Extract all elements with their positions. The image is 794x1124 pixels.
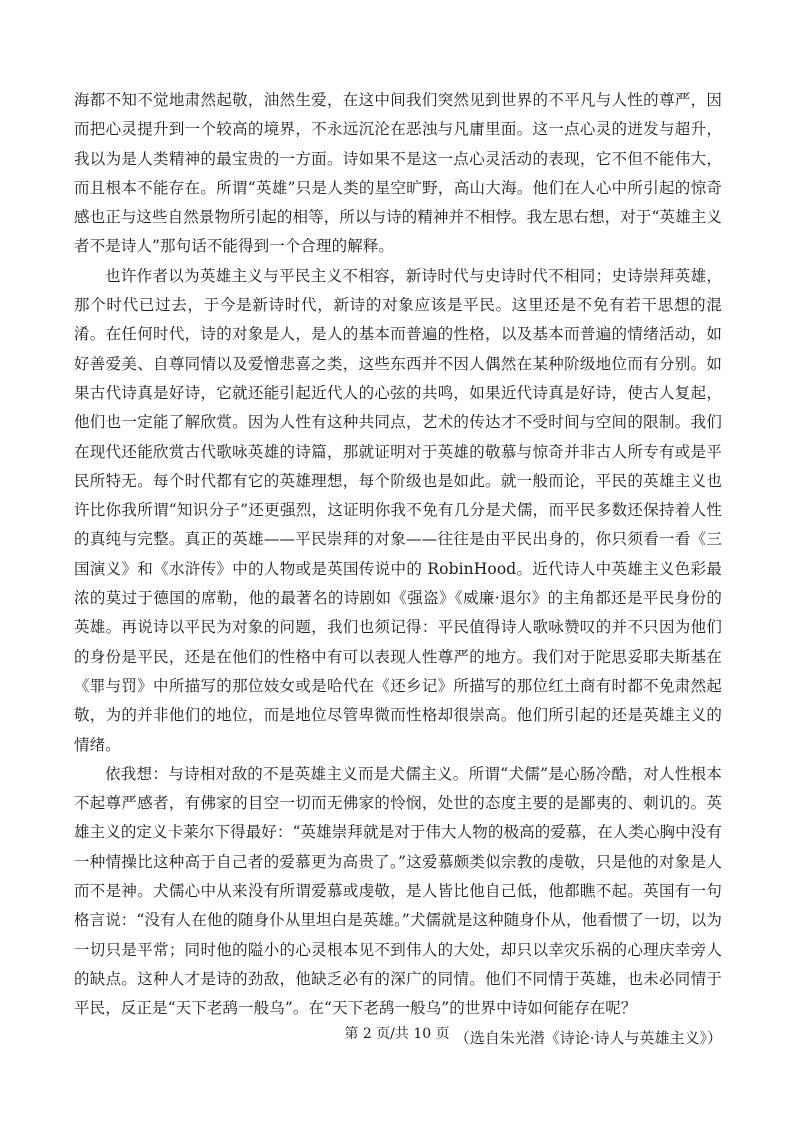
source-citation: （选自朱光潜《诗论·诗人与英雄主义》） (454, 1028, 722, 1047)
paragraph-3: 依我想：与诗相对敌的不是英雄主义而是犬儒主义。所谓“犬儒”是心肠冷酷，对人性根本不起尊严感者，有佛家的目空一切而无佛家的怜悯，处世的态度主要的是鄙夷的、刺讥的。英雄主义的定义卡莱尔下得最好：“英雄崇拜就是对于伟大人物的极高的爱慕，在人类心胸中没有一种情操比这种高于自己者的爱慕更为高贵了。”这爱慕颇类似宗教的虔敬，只是他的对象是人而不是神。犬儒心中从来没有所谓爱慕或虔敬，是人皆比他自己低，他都瞧不起。英国有一句格言说：“没有人在他的随身仆从里坦白是英雄。”犬儒就是这种随身仆从，他看惯了一切，以为一切只是平常；同时他的隘小的心灵根本见不到伟人的大处，却只以幸灾乐祸的心理庆幸旁人的缺点。这种人才是诗的劲敌，他缺乏必有的深广的同情。他们不同情于英雄，也未必同情于平民，反正是“天下老鸹一般乌”。在“天下老鸹一般乌”的世界中诗如何能存在呢？ (74, 764, 722, 1018)
page-number-footer: 第 2 页/共 10 页 (344, 1026, 450, 1042)
paragraph-1: 海都不知不觉地肃然起敬，油然生爱，在这中间我们突然见到世界的不平凡与人性的尊严，因而把心灵提升到一个较高的境界，不永远沉沦在恶浊与凡庸里面。这一点心灵的迸发与超升，我以为是人类精神的最宝贵的一方面。诗如果不是这一点心灵活动的表现，它不但不能伟大，而且根本不能存在。所谓“英雄”只是人类的星空旷野，高山大海。他们在人心中所引起的惊奇感也正与这些自然景物所引起的相等，所以与诗的精神并不相悖。我左思右想，对于“英雄主义者不是诗人”那句话不能得到一个合理的解释。 (74, 91, 722, 256)
paragraph-2: 也许作者以为英雄主义与平民主义不相容，新诗时代与史诗时代不相同；史诗崇拜英雄，那个时代已过去，于今是新诗时代，新诗的对象应该是平民。这里还是不免有若干思想的混淆。在任何时代，诗的对象是人，是人的基本而普遍的性格，以及基本而普遍的情绪活动，如好善爱美、自尊同情以及爱憎悲喜之类，这些东西并不因人偶然在某种阶级地位而有分别。如果古代诗真是好诗，它就还能引起近代人的心弦的共鸣，如果近代诗真是好诗，使古人复起，他们也一定能了解欣赏。因为人性有这种共同点，艺术的传达才不受时间与空间的限制。我们在现代还能欣赏古代歌咏英雄的诗篇，那就证明对于英雄的敬慕与惊奇并非古人所专有或是平民所特无。每个时代都有它的英雄理想，每个阶级也是如此。就一般而论，平民的英雄主义也许比你我所谓“知识分子”还更强烈，这证明你我不免有几分是犬儒，而平民多数还保持着人性的真纯与完整。真正的英雄——平民崇拜的对象——往往是由平民出身的，你只须看一看《三国演义》和《水浒传》中的人物或是英国传说中的 RobinHood。近代诗人中英雄主义色彩最浓的莫过于德国的席勒，他的最著名的诗剧如《强盗》《威廉·退尔》的主角都还是平民身份的英雄。再说诗以平民为对象的问题，我们也须记得：平民值得诗人歌咏赞叹的并不只因为他们的身份是平民，还是在他们的性格中有可以表现人性尊严的地方。我们对于陀思妥耶夫斯基在《罪与罚》中所描写的那位妓女或是哈代在《还乡记》所描写的那位红土商有时都不免肃然起敬，为的并非他们的地位，而是地位尽管卑微而性格却很崇高。他们所引起的还是英雄主义的情绪。 (74, 266, 722, 754)
page-body (74, 86, 722, 1053)
